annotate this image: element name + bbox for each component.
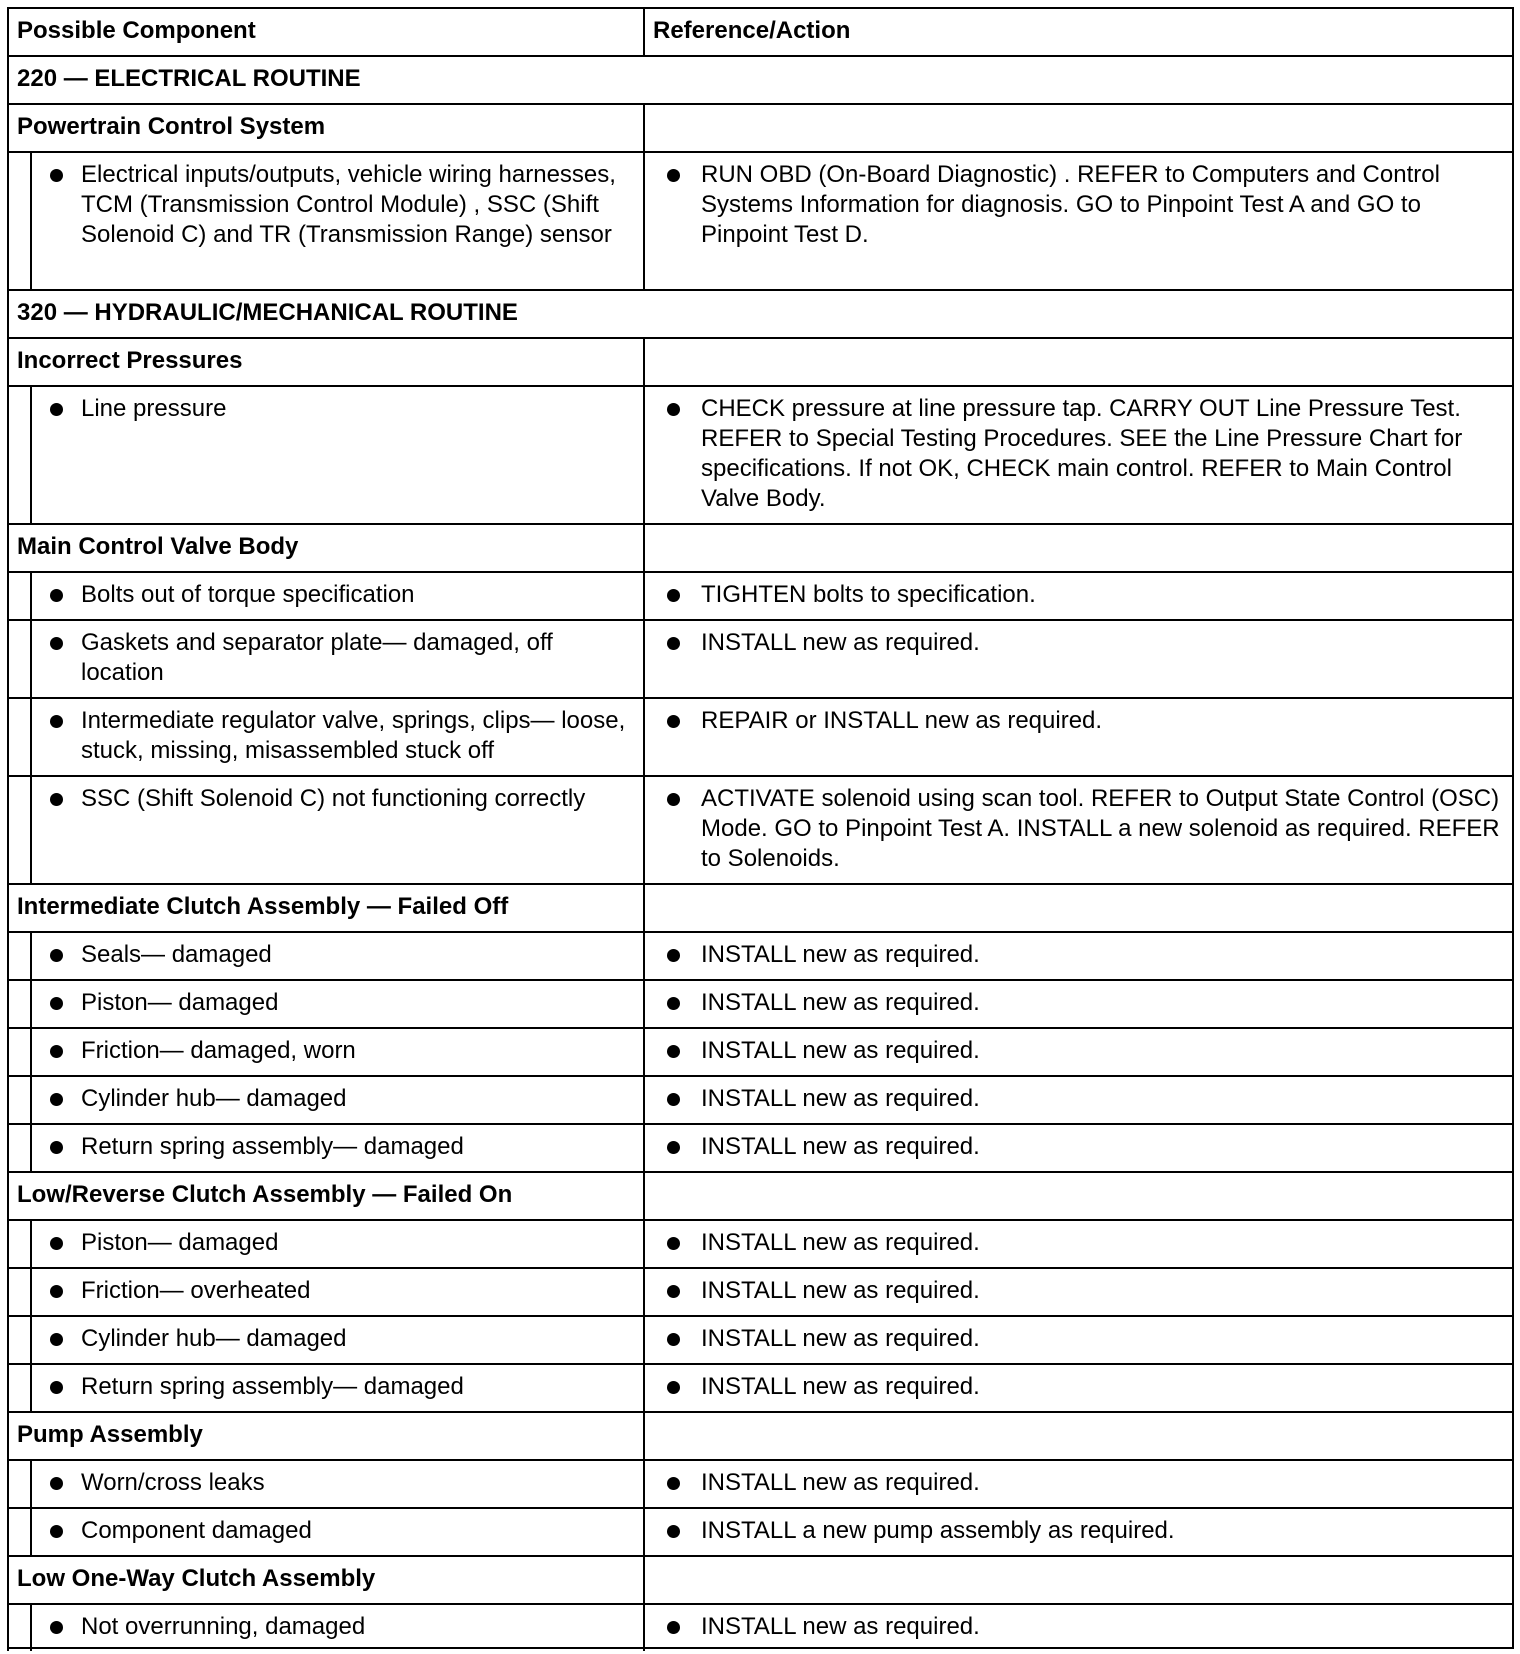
component-text: SSC (Shift Solenoid C) not functioning correctly	[81, 785, 586, 812]
group-title: Pump Assembly	[7, 1411, 643, 1459]
section-title: 320 — HYDRAULIC/MECHANICAL ROUTINE	[7, 289, 1512, 337]
action-cell	[643, 1363, 1512, 1411]
component-text: Worn/cross leaks	[81, 1469, 265, 1496]
component-cell	[30, 1603, 643, 1651]
action-cell	[643, 1219, 1512, 1267]
action-text: INSTALL new as required.	[701, 1469, 980, 1496]
bullet-icon	[32, 1372, 81, 1402]
row-indent	[7, 571, 30, 619]
component-cell	[30, 1123, 643, 1171]
action-text: INSTALL new as required.	[701, 1613, 980, 1640]
component-text: Component damaged	[81, 1517, 312, 1544]
group-title: Main Control Valve Body	[7, 523, 643, 571]
bullet-icon	[645, 160, 701, 250]
action-cell	[643, 571, 1512, 619]
component-text: Friction— overheated	[81, 1277, 311, 1304]
component-text: Piston— damaged	[81, 1229, 279, 1256]
action-cell	[643, 931, 1512, 979]
action-text: INSTALL new as required.	[701, 1277, 980, 1304]
action-cell	[643, 1603, 1512, 1651]
row-indent	[7, 931, 30, 979]
group-action-blank	[643, 883, 1512, 931]
component-cell	[30, 931, 643, 979]
bullet-icon	[645, 394, 701, 514]
row-indent	[7, 619, 30, 697]
bullet-icon	[32, 394, 81, 424]
component-text: Return spring assembly— damaged	[81, 1133, 464, 1160]
group-title: Low/Reverse Clutch Assembly — Failed On	[7, 1171, 643, 1219]
row-indent	[7, 775, 30, 883]
bullet-icon	[645, 1084, 701, 1114]
group-action-blank	[643, 1171, 1512, 1219]
column-header-action: Reference/Action	[643, 7, 1512, 55]
row-indent	[7, 1363, 30, 1411]
row-indent	[7, 979, 30, 1027]
bullet-icon	[32, 706, 81, 766]
bullet-icon	[32, 160, 81, 250]
action-cell	[643, 979, 1512, 1027]
action-text: INSTALL new as required.	[701, 1325, 980, 1352]
component-cell	[30, 1363, 643, 1411]
row-indent	[7, 1459, 30, 1507]
component-cell	[30, 979, 643, 1027]
row-indent	[7, 697, 30, 775]
bullet-icon	[645, 1228, 701, 1258]
action-cell	[643, 151, 1512, 289]
bullet-icon	[32, 1132, 81, 1162]
bullet-icon	[32, 628, 81, 688]
bullet-icon	[32, 940, 81, 970]
bullet-icon	[645, 940, 701, 970]
bullet-icon	[32, 1084, 81, 1114]
component-text: Friction— damaged, worn	[81, 1037, 356, 1064]
row-indent	[7, 1219, 30, 1267]
bullet-icon	[645, 988, 701, 1018]
bullet-icon	[645, 1612, 701, 1642]
action-text: INSTALL new as required.	[701, 1133, 980, 1160]
action-text: RUN OBD (On-Board Diagnostic) . REFER to Computers and Control Systems Information for diagnosis. GO to Pinpoint Test A and GO to Pinpoint Test D.	[701, 161, 1440, 248]
component-cell	[30, 1219, 643, 1267]
action-cell	[643, 1123, 1512, 1171]
component-cell	[30, 1459, 643, 1507]
bullet-icon	[32, 580, 81, 610]
component-cell	[30, 1507, 643, 1555]
component-cell	[30, 697, 643, 775]
action-text: TIGHTEN bolts to specification.	[701, 581, 1036, 608]
group-action-blank	[643, 1411, 1512, 1459]
group-action-blank	[643, 1555, 1512, 1603]
bullet-icon	[645, 784, 701, 874]
component-cell	[30, 1267, 643, 1315]
action-cell	[643, 1459, 1512, 1507]
group-action-blank	[643, 523, 1512, 571]
component-cell	[30, 775, 643, 883]
action-text: ACTIVATE solenoid using scan tool. REFER to Output State Control (OSC) Mode. GO to Pinpoint Test A. INSTALL a new solenoid as required. REFER to Solenoids.	[701, 785, 1500, 872]
bullet-icon	[645, 1516, 701, 1546]
bullet-icon	[645, 580, 701, 610]
bullet-icon	[32, 1276, 81, 1306]
row-indent	[7, 1027, 30, 1075]
component-text: Line pressure	[81, 395, 227, 422]
component-text: Cylinder hub— damaged	[81, 1325, 347, 1352]
row-indent	[7, 151, 30, 289]
component-cell	[30, 385, 643, 523]
bullet-icon	[645, 628, 701, 658]
bullet-icon	[32, 1516, 81, 1546]
action-text: INSTALL new as required.	[701, 1373, 980, 1400]
bullet-icon	[645, 1468, 701, 1498]
action-text: INSTALL new as required.	[701, 1085, 980, 1112]
action-text: INSTALL a new pump assembly as required.	[701, 1517, 1175, 1544]
component-text: Intermediate regulator valve, springs, clips— loose, stuck, missing, misassembled stuck off	[81, 707, 626, 764]
diagnostic-table	[7, 7, 1514, 1649]
component-cell	[30, 151, 643, 289]
component-text: Electrical inputs/outputs, vehicle wiring harnesses, TCM (Transmission Control Module) , SSC (Shift Solenoid C) and TR (Transmission Range) sensor	[81, 161, 616, 248]
bullet-icon	[645, 1132, 701, 1162]
row-indent	[7, 1075, 30, 1123]
component-text: Seals— damaged	[81, 941, 272, 968]
row-indent	[7, 1603, 30, 1651]
action-text: INSTALL new as required.	[701, 629, 980, 656]
bullet-icon	[32, 988, 81, 1018]
bullet-icon	[645, 1324, 701, 1354]
group-action-blank	[643, 103, 1512, 151]
group-title: Intermediate Clutch Assembly — Failed Off	[7, 883, 643, 931]
group-title: Powertrain Control System	[7, 103, 643, 151]
component-cell	[30, 1315, 643, 1363]
group-title: Incorrect Pressures	[7, 337, 643, 385]
row-indent	[7, 1267, 30, 1315]
section-title: 220 — ELECTRICAL ROUTINE	[7, 55, 1512, 103]
action-text: INSTALL new as required.	[701, 1229, 980, 1256]
action-cell	[643, 1507, 1512, 1555]
component-cell	[30, 1075, 643, 1123]
action-cell	[643, 697, 1512, 775]
group-title: Low One-Way Clutch Assembly	[7, 1555, 643, 1603]
bullet-icon	[32, 784, 81, 814]
bullet-icon	[645, 1276, 701, 1306]
action-text: REPAIR or INSTALL new as required.	[701, 707, 1103, 734]
action-cell	[643, 775, 1512, 883]
bullet-icon	[32, 1324, 81, 1354]
bullet-icon	[32, 1036, 81, 1066]
component-text: Gaskets and separator plate— damaged, off location	[81, 629, 553, 686]
bullet-icon	[32, 1468, 81, 1498]
component-text: Piston— damaged	[81, 989, 279, 1016]
bullet-icon	[645, 706, 701, 736]
group-action-blank	[643, 337, 1512, 385]
component-cell	[30, 619, 643, 697]
action-cell	[643, 1075, 1512, 1123]
action-cell	[643, 1027, 1512, 1075]
component-text: Cylinder hub— damaged	[81, 1085, 347, 1112]
bullet-icon	[32, 1228, 81, 1258]
action-cell	[643, 385, 1512, 523]
component-cell	[30, 1027, 643, 1075]
column-header-component: Possible Component	[7, 7, 643, 55]
bullet-icon	[645, 1372, 701, 1402]
row-indent	[7, 385, 30, 523]
row-indent	[7, 1123, 30, 1171]
action-cell	[643, 619, 1512, 697]
action-text: CHECK pressure at line pressure tap. CARRY OUT Line Pressure Test. REFER to Special Testing Procedures. SEE the Line Pressure Chart for specifications. If not OK, CHECK main control. REFER to Main Control Valve Body.	[701, 395, 1463, 512]
bullet-icon	[32, 1612, 81, 1642]
component-text: Bolts out of torque specification	[81, 581, 415, 608]
component-cell	[30, 571, 643, 619]
component-text: Not overrunning, damaged	[81, 1613, 366, 1640]
action-cell	[643, 1315, 1512, 1363]
action-cell	[643, 1267, 1512, 1315]
action-text: INSTALL new as required.	[701, 989, 980, 1016]
action-text: INSTALL new as required.	[701, 941, 980, 968]
action-text: INSTALL new as required.	[701, 1037, 980, 1064]
row-indent	[7, 1315, 30, 1363]
row-indent	[7, 1507, 30, 1555]
bullet-icon	[645, 1036, 701, 1066]
component-text: Return spring assembly— damaged	[81, 1373, 464, 1400]
